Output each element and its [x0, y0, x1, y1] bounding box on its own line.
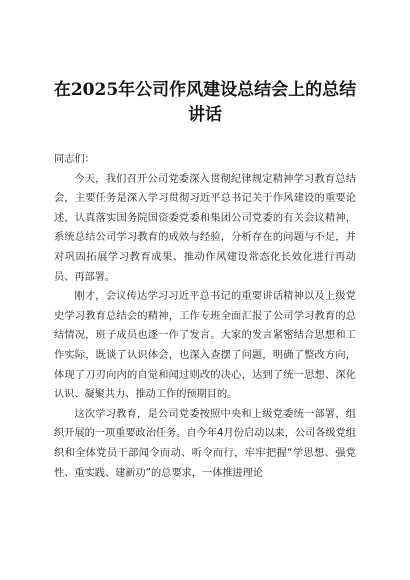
- document-title: 在2025年公司作风建设总结会上的总结讲话: [53, 80, 357, 125]
- salutation: 同志们：: [54, 154, 95, 165]
- paragraph-3: 这次学习教育，是公司党委按照中央和上级党委统一部署，组织开展的一项重要政治任务。自今年4月份启动以来，公司各级党组织和全体党员干部闻令而动、听令而行，牢牢把握“学思想、强党性、重实践、建新功”的总要求，一体推进理论: [54, 408, 356, 479]
- paragraph-1: 今天，我们召开公司党委深入贯彻纪律规定精神学习教育总结会，主要任务是深入学习贯彻习近平总书记关于作风建设的重要论述，认真落实国务院国资委党委和集团公司党委的有关会议精神，系统总结公司学习教育的成效与经验，分析存在的问题与不足，并对巩固拓展学习教育成果、推动作风建设常态化长效化进行再动员、再部署。: [54, 173, 356, 283]
- paragraph-2: 刚才，会议传达学习习近平总书记的重要讲话精神以及上级党史学习教育总结会的精神，工作专班全面汇报了公司学习教育的总结情况，班子成员也逐一作了发言。大家的发言紧密结合思想和工作实际，既谈了认识体会，也深入查摆了问题，明确了整改方向，体现了刀刃向内的自觉和闻过则改的决心，达到了统一思想、深化认识、凝聚共力、推动工作的预期目的。: [54, 291, 356, 401]
- document-body: [54, 150, 356, 483]
